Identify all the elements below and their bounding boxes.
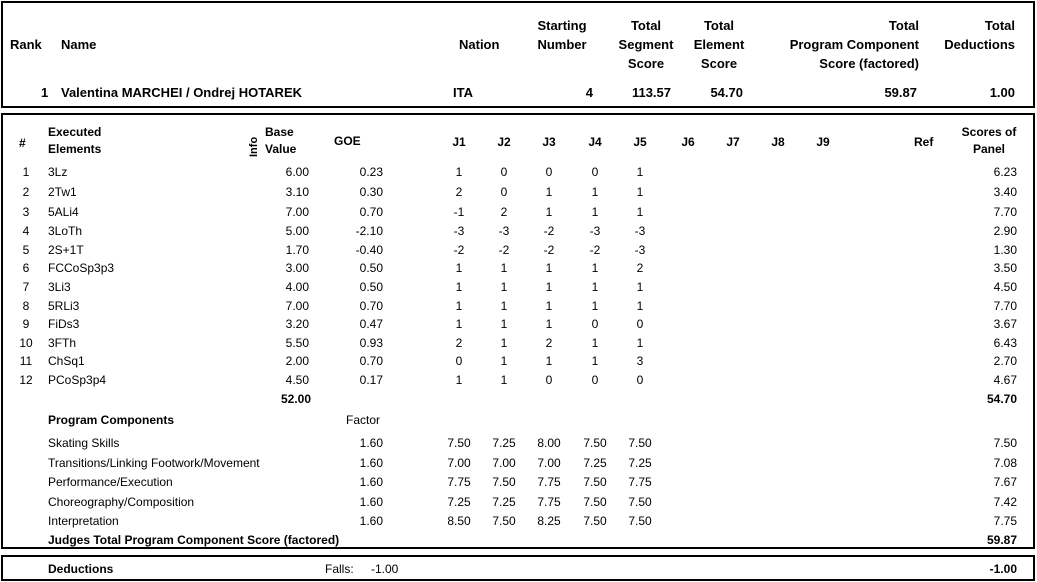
col-goe: GOE [334, 134, 361, 148]
component-judge-score: 7.50 [583, 514, 607, 528]
element-judge-score: 1 [455, 373, 463, 387]
component-judge-score: 7.25 [628, 456, 652, 470]
col-base-line1: Base [265, 125, 294, 139]
col-tes-line2: Element [693, 37, 745, 52]
col-total-segment-score [603, 18, 689, 71]
element-judge-score: 1 [636, 205, 644, 219]
pc-total-label: Judges Total Program Component Score (factored) [48, 533, 340, 547]
component-judge-score: 7.25 [583, 456, 607, 470]
judge-header-6: J6 [681, 135, 695, 149]
falls-value: -1.00 [371, 562, 399, 576]
element-base-value: 5.50 [285, 336, 309, 350]
component-factor: 1.60 [359, 475, 383, 489]
element-number: 8 [22, 299, 30, 313]
element-goe: 0.23 [359, 165, 383, 179]
skater-total-deductions: 1.00 [989, 85, 1015, 100]
component-judge-score: 7.25 [447, 495, 471, 509]
col-executed-line1: Executed [48, 125, 102, 139]
element-judge-score: 1 [455, 165, 463, 179]
skater-rank: 1 [41, 85, 49, 100]
element-judge-score: -2 [453, 243, 465, 257]
element-judge-score: 1 [545, 185, 553, 199]
element-judge-score: 1 [591, 354, 599, 368]
component-judge-score: 7.50 [492, 514, 516, 528]
col-executed-elements [48, 125, 101, 156]
col-base-line2: Value [265, 142, 297, 156]
component-judge-score: 8.00 [537, 436, 561, 450]
col-info: Info [248, 136, 260, 157]
skater-name: Valentina MARCHEI / Ondrej HOTAREK [61, 85, 303, 100]
component-name: Performance/Execution [48, 475, 173, 489]
element-name: FiDs3 [48, 317, 80, 331]
component-judge-score: 7.75 [537, 475, 561, 489]
element-judge-score: -2 [543, 243, 555, 257]
element-judge-score: 1 [591, 280, 599, 294]
component-judge-score: 7.75 [628, 475, 652, 489]
element-judge-score: -2 [498, 243, 510, 257]
component-judge-score: 7.50 [628, 514, 652, 528]
col-ded-line1: Total [984, 18, 1015, 33]
component-name: Interpretation [48, 514, 119, 528]
element-number: 1 [22, 165, 30, 179]
element-panel-score: 4.67 [993, 373, 1017, 387]
element-panel-score: 6.23 [993, 165, 1017, 179]
element-judge-score: 1 [591, 185, 599, 199]
element-panel-score: 4.50 [993, 280, 1017, 294]
component-panel-score: 7.67 [993, 475, 1017, 489]
element-judge-score: 1 [500, 354, 508, 368]
component-panel-score: 7.50 [993, 436, 1017, 450]
element-judge-score: 0 [500, 185, 508, 199]
element-number: 10 [19, 336, 33, 350]
details-box [1, 113, 1035, 549]
factor-header: Factor [346, 413, 381, 427]
element-goe: 0.50 [359, 261, 383, 275]
judge-header-7: J7 [726, 135, 740, 149]
program-components-title: Program Components [48, 413, 175, 427]
element-panel-score: 7.70 [993, 299, 1017, 313]
skater-total-segment-score: 113.57 [631, 85, 671, 100]
col-scores-of-panel [953, 125, 1025, 156]
element-name: 3FTh [48, 336, 77, 350]
element-base-value: 7.00 [285, 299, 309, 313]
element-judge-score: -2 [589, 243, 601, 257]
skater-total-pcs: 59.87 [884, 85, 917, 100]
element-name: FCCoSp3p3 [48, 261, 115, 275]
element-goe: 0.50 [359, 280, 383, 294]
element-judge-score: -3 [453, 224, 465, 238]
skater-starting-number: 4 [585, 85, 593, 100]
col-base-value [265, 125, 296, 156]
element-judge-score: 1 [591, 261, 599, 275]
component-judge-score: 7.00 [537, 456, 561, 470]
judge-header-5: J5 [633, 135, 647, 149]
element-number: 2 [22, 185, 30, 199]
element-judge-score: 2 [500, 205, 508, 219]
element-number: 7 [22, 280, 30, 294]
element-number: 3 [22, 205, 30, 219]
component-judge-score: 7.25 [492, 495, 516, 509]
judge-header-1: J1 [452, 135, 466, 149]
element-judge-score: 1 [455, 317, 463, 331]
col-total-deductions [923, 18, 1015, 52]
col-pcs-line1: Total [888, 18, 919, 33]
element-judge-score: 1 [545, 280, 553, 294]
pc-total-value: 59.87 [986, 533, 1017, 547]
element-number: 6 [22, 261, 30, 275]
component-judge-score: 7.25 [492, 436, 516, 450]
element-goe: 0.30 [359, 185, 383, 199]
element-judge-score: 2 [545, 336, 553, 350]
judge-header-9: J9 [816, 135, 830, 149]
element-goe: -0.40 [355, 243, 383, 257]
component-judge-score: 7.00 [492, 456, 516, 470]
element-goe: 0.70 [359, 354, 383, 368]
col-starting-number [529, 18, 595, 52]
col-pcs-line2: Program Component [789, 37, 919, 52]
deductions-label: Deductions [48, 562, 114, 576]
element-judge-score: 2 [455, 185, 463, 199]
element-judge-score: 1 [455, 280, 463, 294]
col-nation: Nation [459, 37, 500, 52]
element-judge-score: 1 [591, 336, 599, 350]
element-judge-score: -3 [634, 224, 646, 238]
falls-label: Falls: [325, 562, 354, 576]
col-total-pcs [743, 18, 919, 71]
element-judge-score: -2 [543, 224, 555, 238]
judge-header-3: J3 [542, 135, 556, 149]
col-name: Name [61, 37, 97, 52]
element-panel-score: 2.90 [993, 224, 1017, 238]
element-name: PCoSp3p4 [48, 373, 107, 387]
element-judge-score: 2 [636, 261, 644, 275]
col-scores-line1: Scores of [961, 125, 1017, 139]
component-name: Transitions/Linking Footwork/Movement [48, 456, 260, 470]
element-judge-score: 1 [500, 280, 508, 294]
element-judge-score: 1 [591, 299, 599, 313]
element-judge-score: 0 [455, 354, 463, 368]
component-factor: 1.60 [359, 456, 383, 470]
element-base-value: 3.20 [285, 317, 309, 331]
element-number: 12 [19, 373, 33, 387]
col-executed-line2: Elements [48, 142, 102, 156]
element-judge-score: 1 [636, 299, 644, 313]
element-name: ChSq1 [48, 354, 85, 368]
element-panel-score: 6.43 [993, 336, 1017, 350]
element-judge-score: 1 [636, 336, 644, 350]
col-pcs-line3: Score (factored) [819, 56, 919, 71]
element-judge-score: 0 [591, 165, 599, 179]
component-judge-score: 7.75 [447, 475, 471, 489]
element-number: 4 [22, 224, 30, 238]
element-judge-score: 1 [545, 261, 553, 275]
component-factor: 1.60 [359, 495, 383, 509]
skater-nation: ITA [453, 85, 473, 100]
col-starting-line1: Starting [537, 18, 587, 33]
element-judge-score: 1 [636, 280, 644, 294]
element-judge-score: 0 [591, 373, 599, 387]
element-goe: 0.70 [359, 299, 383, 313]
col-tss-line1: Total [630, 18, 662, 33]
component-name: Choreography/Composition [48, 495, 195, 509]
judge-header-8: J8 [771, 135, 785, 149]
col-tes-line1: Total [703, 18, 735, 33]
component-judge-score: 7.50 [583, 436, 607, 450]
element-judge-score: 1 [545, 317, 553, 331]
element-base-value: 7.00 [285, 205, 309, 219]
element-panel-score: 2.70 [993, 354, 1017, 368]
component-panel-score: 7.08 [993, 456, 1017, 470]
element-judge-score: 1 [455, 261, 463, 275]
col-starting-line2: Number [537, 37, 587, 52]
element-base-value: 4.00 [285, 280, 309, 294]
element-name: 5ALi4 [48, 205, 79, 219]
component-judge-score: 8.25 [537, 514, 561, 528]
element-base-value: 5.00 [285, 224, 309, 238]
element-base-value: 1.70 [285, 243, 309, 257]
element-judge-score: 1 [455, 299, 463, 313]
element-goe: 0.70 [359, 205, 383, 219]
element-judge-score: 1 [500, 317, 508, 331]
element-judge-score: -3 [634, 243, 646, 257]
component-judge-score: 7.50 [583, 495, 607, 509]
element-judge-score: -1 [453, 205, 465, 219]
judge-header-2: J2 [497, 135, 511, 149]
element-judge-score: 1 [545, 205, 553, 219]
component-panel-score: 7.42 [993, 495, 1017, 509]
col-tss-line3: Score [627, 56, 665, 71]
element-judge-score: 1 [500, 336, 508, 350]
component-judge-score: 7.50 [628, 495, 652, 509]
element-judge-score: 0 [545, 373, 553, 387]
element-base-value: 6.00 [285, 165, 309, 179]
element-judge-score: 3 [636, 354, 644, 368]
component-judge-score: 7.00 [447, 456, 471, 470]
element-judge-score: 0 [591, 317, 599, 331]
element-base-value: 2.00 [285, 354, 309, 368]
element-name: 3LoTh [48, 224, 83, 238]
elements-total-score: 54.70 [986, 392, 1017, 406]
element-judge-score: 0 [545, 165, 553, 179]
element-judge-score: 1 [591, 205, 599, 219]
col-number: # [19, 136, 26, 150]
col-rank: Rank [10, 37, 42, 52]
element-panel-score: 3.67 [993, 317, 1017, 331]
skater-total-element-score: 54.70 [710, 85, 743, 100]
element-judge-score: 0 [500, 165, 508, 179]
element-goe: 0.93 [359, 336, 383, 350]
judge-header-4: J4 [588, 135, 602, 149]
element-base-value: 3.00 [285, 261, 309, 275]
element-goe: -2.10 [355, 224, 383, 238]
component-panel-score: 7.75 [993, 514, 1017, 528]
component-judge-score: 8.50 [447, 514, 471, 528]
element-goe: 0.17 [359, 373, 383, 387]
element-name: 3Lz [48, 165, 68, 179]
element-judge-score: 1 [545, 354, 553, 368]
col-tes-line3: Score [700, 56, 738, 71]
element-number: 5 [22, 243, 30, 257]
element-base-value: 3.10 [285, 185, 309, 199]
element-panel-score: 3.40 [993, 185, 1017, 199]
element-base-value: 4.50 [285, 373, 309, 387]
element-judge-score: 1 [500, 373, 508, 387]
element-judge-score: 1 [500, 261, 508, 275]
col-tss-line2: Segment [618, 37, 674, 52]
element-number: 9 [22, 317, 30, 331]
element-judge-score: 0 [636, 317, 644, 331]
element-name: 5RLi3 [48, 299, 80, 313]
component-factor: 1.60 [359, 436, 383, 450]
component-judge-score: 7.50 [583, 475, 607, 489]
deductions-box [1, 555, 1035, 581]
component-judge-score: 7.50 [492, 475, 516, 489]
element-name: 2Tw1 [48, 185, 77, 199]
component-factor: 1.60 [359, 514, 383, 528]
element-judge-score: 1 [545, 299, 553, 313]
component-judge-score: 7.50 [628, 436, 652, 450]
col-ref: Ref [914, 135, 934, 149]
element-panel-score: 1.30 [993, 243, 1017, 257]
element-judge-score: 2 [455, 336, 463, 350]
component-judge-score: 7.50 [447, 436, 471, 450]
element-judge-score: 1 [636, 185, 644, 199]
component-judge-score: 7.75 [537, 495, 561, 509]
col-scores-line2: Panel [972, 142, 1005, 156]
element-judge-score: -3 [498, 224, 510, 238]
col-ded-line2: Deductions [944, 37, 1015, 52]
deductions-total: -1.00 [989, 562, 1017, 576]
element-number: 11 [19, 354, 33, 368]
element-panel-score: 7.70 [993, 205, 1017, 219]
header-box [1, 1, 1035, 108]
element-judge-score: -3 [589, 224, 601, 238]
element-panel-score: 3.50 [993, 261, 1017, 275]
component-name: Skating Skills [48, 436, 120, 450]
element-goe: 0.47 [359, 317, 383, 331]
element-name: 3Li3 [48, 280, 71, 294]
elements-total-base: 52.00 [280, 392, 311, 406]
element-judge-score: 1 [636, 165, 644, 179]
element-judge-score: 0 [636, 373, 644, 387]
element-judge-score: 1 [500, 299, 508, 313]
element-name: 2S+1T [48, 243, 84, 257]
